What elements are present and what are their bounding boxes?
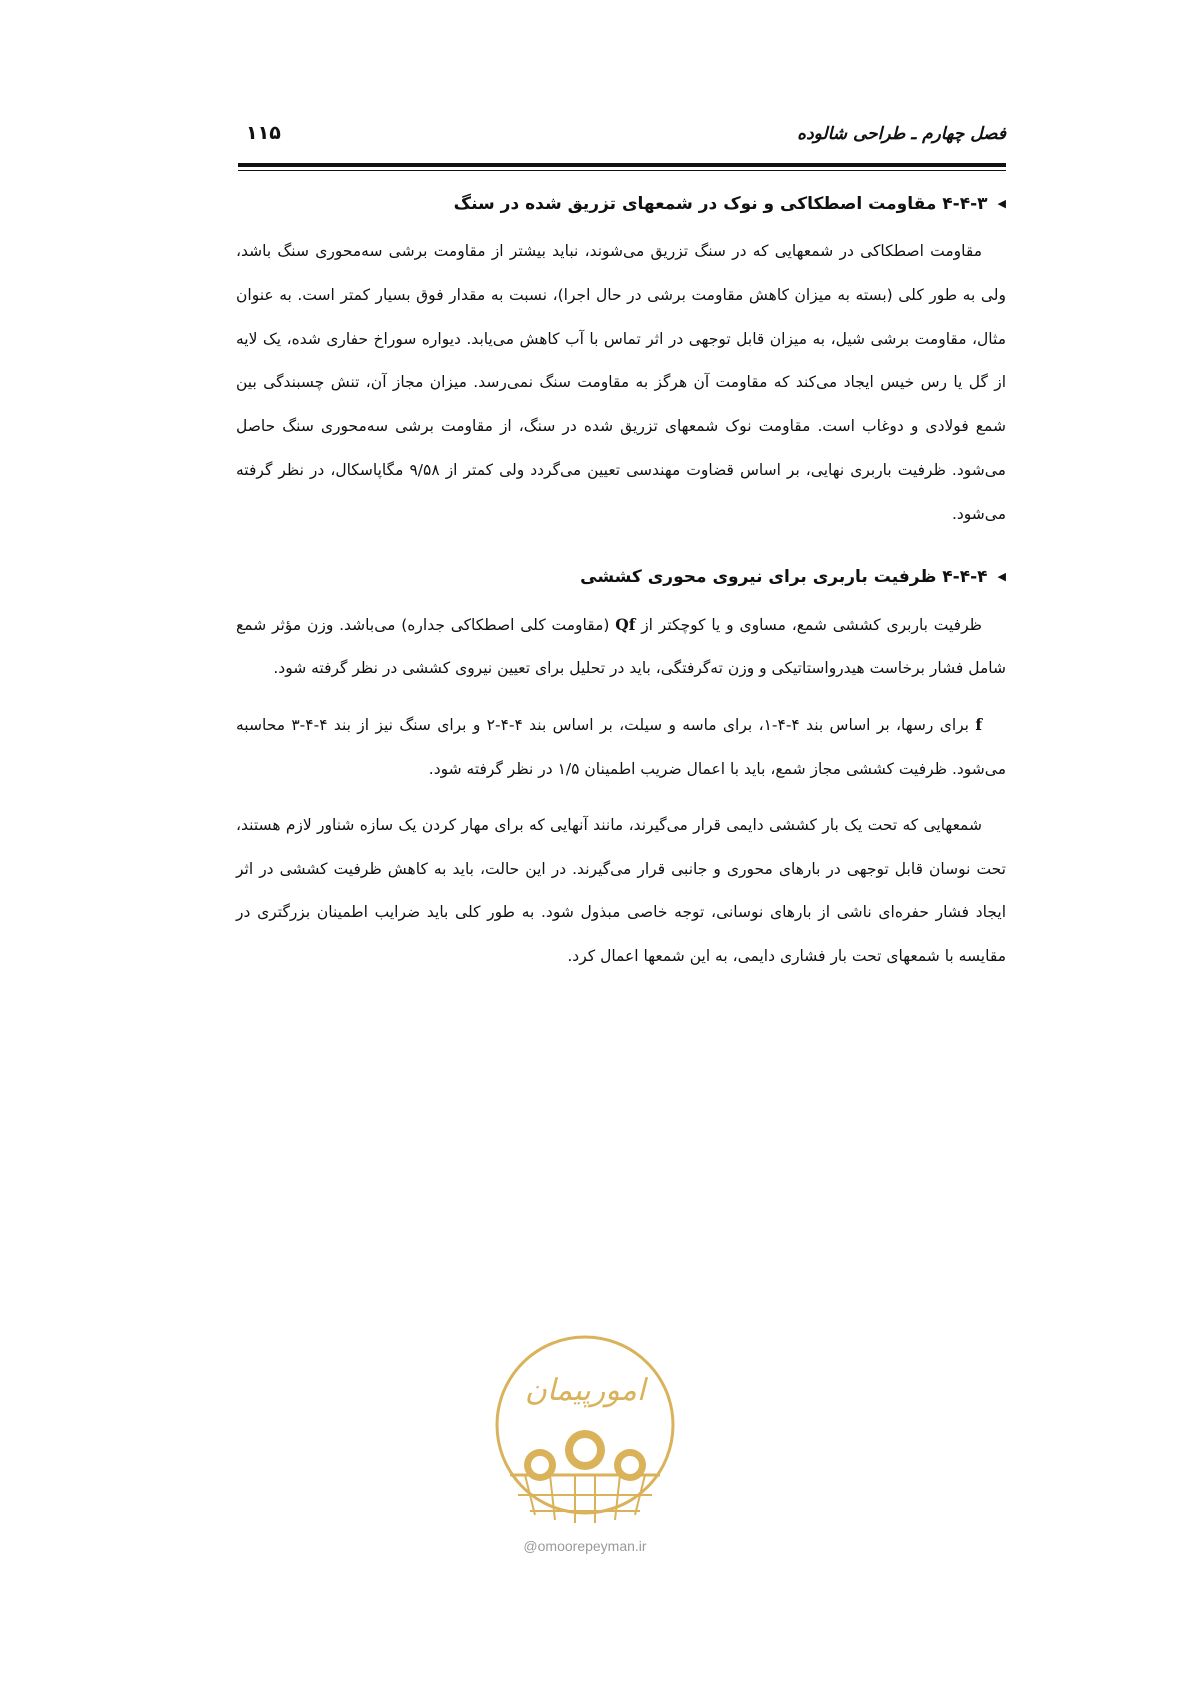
- website-watermark: @omoorepeyman.ir: [523, 1538, 647, 1554]
- paragraph-text: برای رسها، بر اساس بند ۴-۴-۱، برای ماسه و سیلت، بر اساس بند ۴-۴-۲ و برای سنگ نیز از بند ۴-۴-۳ محاسبه می‌شود. ظرفیت کششی مجاز شمع، باید با اعمال ضریب اطمینان ۱/۵ در نظر گرفته شود.: [236, 716, 1006, 778]
- paragraph-text: (مقاومت کلی اصطکاکی جداره) می‌باشد. وزن مؤثر شمع شامل فشار برخاست هیدرواستاتیکی و وزن ته‌گرفتگی، باید در تحلیل برای تعیین نیروی کششی در نظر گرفته شود.: [236, 615, 1006, 678]
- symbol-qf: Qf: [615, 614, 636, 634]
- section-heading-4-4-3: [236, 186, 1006, 222]
- page-body: [236, 186, 1006, 991]
- omoorepeyman-logo: [490, 1325, 680, 1525]
- logo-script-text: امورپیمان: [524, 1373, 646, 1408]
- page-number: ۱۱۵: [246, 122, 281, 144]
- triangle-bullet-icon: ◀: [997, 197, 1006, 210]
- section-heading-text: ۴-۴-۳ مقاومت اصطکاکی و نوک در شمعهای تزریق شده در سنگ: [453, 194, 988, 214]
- triangle-bullet-icon: ◀: [997, 569, 1006, 583]
- paragraph-uplift-capacity: [236, 603, 1006, 692]
- paragraph-skin-tip-resistance: مقاومت اصطکاکی در شمعهایی که در سنگ تزریق می‌شوند، نباید بیشتر از مقاومت برشی سه‌محوری سنگ باشد، ولی به طور کلی (بسته به میزان کاهش مقاومت برشی در حال اجرا)، نسبت به مقدار فوق بسیار کمتر است. به عنوان مثال، مقاومت برشی شیل، به میزان قابل توجهی در اثر تماس با آب کاهش می‌یابد. دیواره سوراخ حفاری شده، یک لایه از گل یا رس خیس ایجاد می‌کند که مقاومت آن هرگز به مقاومت سنگ نمی‌رسد. میزان مجاز آن، تنش چسبندگی بین شمع فولادی و دوغاب است. مقاومت نوک شمعهای تزریق شده در سنگ، از مقاومت برشی سه‌محوری سنگ حاصل می‌شود. ظرفیت باربری نهایی، بر اساس قضاوت مهندسی تعیین می‌گردد ولی کمتر از ۹/۵۸ مگاپاسکال، در نظر گرفته می‌شود.: [236, 242, 1006, 523]
- symbol-f: f: [975, 715, 983, 735]
- paragraph-permanent-tension: شمعهایی که تحت یک بار کششی دایمی قرار می‌گیرند، مانند آنهایی که برای مهار کردن یک سازه شناور لازم هستند، تحت نوسان قابل توجهی در بارهای محوری و جانبی قرار می‌گیرند. در این حالت، باید به کاهش ظرفیت کششی در اثر ایجاد فشار حفره‌ای ناشی از بارهای نوسانی، توجه خاصی مبذول شود. به طور کلی باید ضرایب اطمینان بزرگتری در مقایسه با شمعهای تحت بار فشاری دایمی، به این شمعها اعمال کرد.: [236, 815, 1006, 966]
- header-rule-thin: [238, 170, 1006, 171]
- paragraph-text: ظرفیت باربری کششی شمع، مساوی و یا کوچکتر از: [635, 615, 982, 634]
- header-rule-thick: [238, 163, 1006, 167]
- section-heading-4-4-4: [236, 559, 1006, 595]
- section-heading-text: ۴-۴-۴ ظرفیت باربری برای نیروی محوری کششی: [580, 566, 988, 587]
- chapter-title: فصل چهارم ـ طراحی شالوده: [797, 124, 1006, 144]
- page-header: [236, 118, 1006, 148]
- paragraph-f-values: [236, 703, 1006, 792]
